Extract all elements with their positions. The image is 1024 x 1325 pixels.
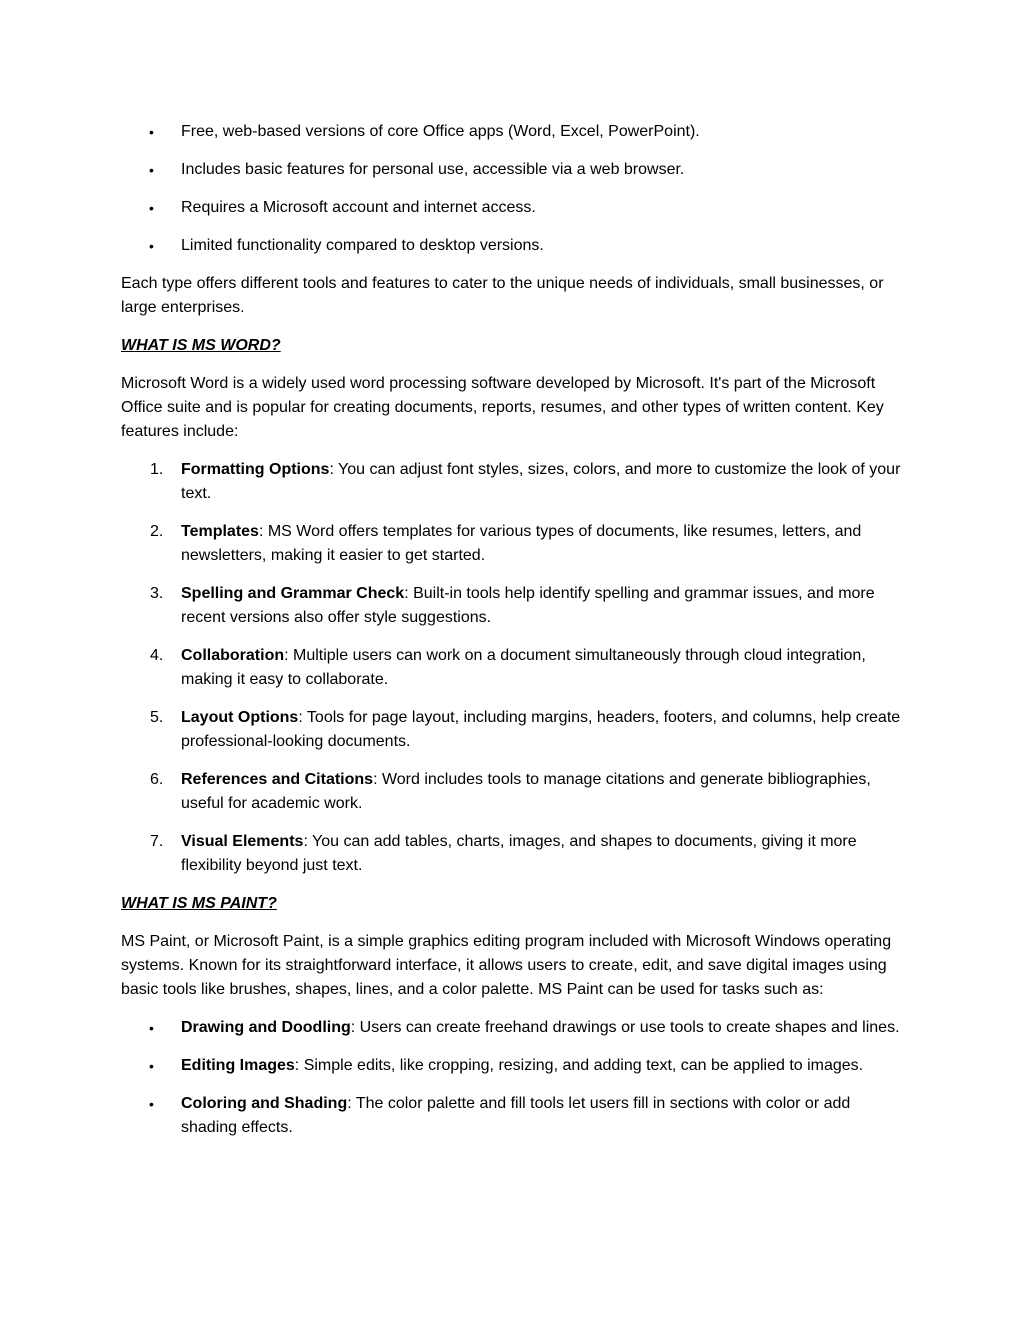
- ms-word-heading: WHAT IS MS WORD?: [121, 337, 281, 354]
- bullet-marker: •: [149, 238, 154, 254]
- bullet-marker: •: [149, 200, 154, 216]
- feature-term: Layout Options: [181, 709, 299, 726]
- list-item: [121, 582, 906, 630]
- list-item: [121, 520, 906, 568]
- ms-word-intro: Microsoft Word is a widely used word processing software developed by Microsoft. It's part of the Microsoft Office suite and is popular for creating documents, reports, resumes, and other types of written content. Key features include:: [121, 375, 884, 440]
- list-number: 6.: [150, 771, 164, 788]
- list-item: [121, 1092, 906, 1140]
- list-number: 5.: [150, 709, 164, 726]
- list-item: [121, 768, 906, 816]
- feature-term: Visual Elements: [181, 833, 304, 850]
- bullet-text: Includes basic features for personal use, accessible via a web browser.: [181, 161, 685, 178]
- feature-term: Collaboration: [181, 647, 285, 664]
- list-item: [121, 158, 906, 182]
- feature-term: References and Citations: [181, 771, 374, 788]
- feature-description: : Word includes tools to manage citations and generate bibliographies, useful for academic work.: [181, 771, 871, 812]
- ms-paint-intro: MS Paint, or Microsoft Paint, is a simple graphics editing program included with Microsoft Windows operating systems. Known for its straightforward interface, it allows users to create, edit, and save digital images using basic tools like brushes, shapes, lines, and a color palette. MS Paint can be used for tasks such as:: [121, 933, 892, 998]
- task-description: : Users can create freehand drawings or use tools to create shapes and lines.: [350, 1019, 900, 1036]
- list-item: [121, 234, 906, 258]
- feature-description: : Tools for page layout, including margins, headers, footers, and columns, help create professional-looking documents.: [181, 709, 901, 750]
- summary-paragraph: Each type offers different tools and features to cater to the unique needs of individuals, small businesses, or large enterprises.: [121, 275, 884, 316]
- feature-term: Formatting Options: [181, 461, 330, 478]
- list-item: [121, 706, 906, 754]
- bullet-marker: •: [149, 1058, 154, 1074]
- bullet-marker: •: [149, 124, 154, 140]
- list-number: 3.: [150, 585, 164, 602]
- feature-description: : You can adjust font styles, sizes, colors, and more to customize the look of your text.: [181, 461, 901, 502]
- bullet-text: Requires a Microsoft account and internet access.: [181, 199, 536, 216]
- bullet-marker: •: [149, 1020, 154, 1036]
- list-item: [121, 644, 906, 692]
- list-number: 1.: [150, 461, 164, 478]
- bullet-marker: •: [149, 1096, 154, 1112]
- feature-description: : You can add tables, charts, images, and shapes to documents, giving it more flexibility beyond just text.: [181, 833, 857, 874]
- list-item: [121, 196, 906, 220]
- page-content: [121, 120, 906, 1154]
- feature-description: : Built-in tools help identify spelling and grammar issues, and more recent versions also offer style suggestions.: [181, 585, 875, 626]
- ms-paint-task-list: [121, 1016, 906, 1140]
- list-item: [121, 1016, 906, 1040]
- task-term: Editing Images: [181, 1057, 295, 1074]
- bullet-text: Free, web-based versions of core Office apps (Word, Excel, PowerPoint).: [181, 123, 700, 140]
- feature-term: Spelling and Grammar Check: [181, 585, 405, 602]
- list-item: [121, 830, 906, 878]
- task-description: : Simple edits, like cropping, resizing, and adding text, can be applied to images.: [294, 1057, 864, 1074]
- feature-description: : Multiple users can work on a document simultaneously through cloud integration, making it easy to collaborate.: [181, 647, 866, 688]
- list-number: 7.: [150, 833, 164, 850]
- list-number: 2.: [150, 523, 164, 540]
- list-item: [121, 120, 906, 144]
- office-online-bullet-list: [121, 120, 906, 258]
- bullet-marker: •: [149, 162, 154, 178]
- feature-description: : MS Word offers templates for various types of documents, like resumes, letters, and newsletters, making it easier to get started.: [181, 523, 862, 564]
- list-item: [121, 458, 906, 506]
- ms-word-feature-list: [121, 458, 906, 878]
- task-description: : The color palette and fill tools let users fill in sections with color or add shading effects.: [181, 1095, 851, 1136]
- bullet-text: Limited functionality compared to desktop versions.: [181, 237, 544, 254]
- feature-term: Templates: [181, 523, 259, 540]
- list-number: 4.: [150, 647, 164, 664]
- ms-paint-heading: WHAT IS MS PAINT?: [121, 895, 277, 912]
- task-term: Drawing and Doodling: [181, 1019, 351, 1036]
- list-item: [121, 1054, 906, 1078]
- task-term: Coloring and Shading: [181, 1095, 348, 1112]
